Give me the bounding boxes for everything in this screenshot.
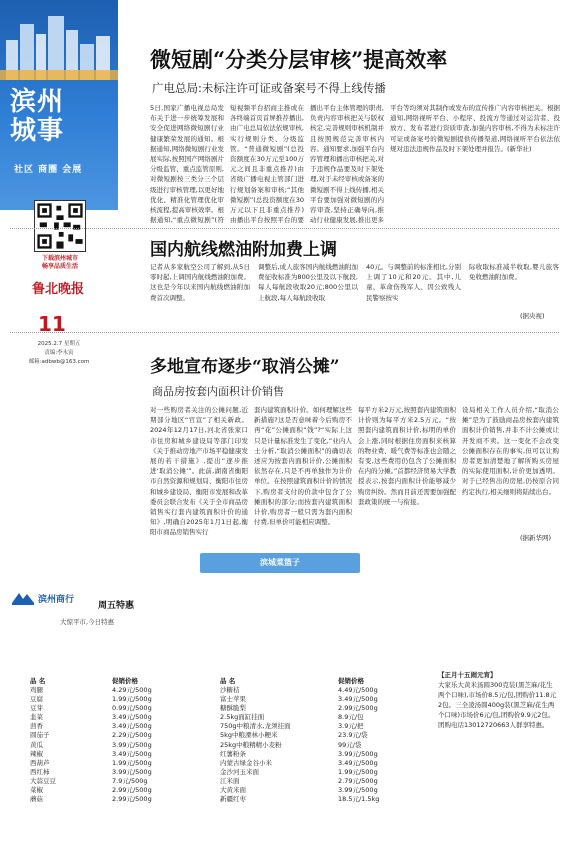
product-price: 3.49元/500g [338, 695, 378, 704]
col1-price-header: 促销价格 [112, 677, 138, 685]
product-name: 糖酥脆梨 [220, 704, 246, 713]
section-divider [10, 332, 559, 333]
product-price: 3.49元/500g [112, 722, 152, 731]
product-name: 菜椒 [30, 786, 43, 795]
city-skyline-icon [0, 10, 118, 80]
product-price: 3.49元/500g [112, 749, 152, 758]
product-price: 3.99元/500g [112, 767, 152, 776]
qr-note [20, 255, 100, 271]
section-divider [10, 228, 559, 229]
product-price: 3.9元/把 [338, 722, 364, 731]
product-price: 3.99元/500g [112, 740, 152, 749]
product-name: 西葫芦 [30, 758, 50, 767]
product-name: 750g中粮清水,龙须挂面 [220, 722, 291, 731]
product-price: 1.99元/500g [112, 695, 152, 704]
article1-subhead: 广电总局:未标注许可证或备案号不得上线传播 [152, 81, 386, 95]
article3-col1: 对一些购房者关注的公摊问题,近期部分地区“官宣”了相关新政。2024年12月17日,河北省张家口市住房和城乡建设局等部门印发《关于推动房地产市场平稳健康发展的若干措施》,提出“逐步推进‘取消公摊’”。此前,湖南省衡阳市自然资源和规划局、衡阳市住房和城乡建设局、衡阳市发展和改革委员会联合发布《关于全市商品房销售实行套内建筑面积计价的通知》,明确自2025年1月1日起,衡阳市商品房销售实行 [150, 406, 248, 537]
product-name: 江米面 [220, 776, 240, 785]
article3-headline: 多地宣布逐步“取消公摊” [150, 357, 340, 377]
article3-col2: 套内建筑面积计价。如何理解这些新措施?这是否意味着今后购房不再“花”公摊面积“钱”?“实际上这只是计量标准发生了变化,”业内人士分析,“取消公摊面积”的确切表述应为按套内面积计价,公摊面积依然存在,只是不再单独作为计价单位。在按照建筑面积计价的情况下,购房者支付的价款中包含了公摊面积的部分;而按套内建筑面积计价,购房者一般只需为套内面积付费,但单价可能相应调整。 [254, 406, 352, 527]
product-name: 大蒜豆豆 [30, 776, 56, 785]
product-name: 韭菜 [30, 713, 43, 722]
product-price: 3.99元/500g [338, 786, 378, 795]
product-price: 99元/袋 [338, 740, 362, 749]
article2-headline: 国内航线燃油附加费上调 [150, 240, 337, 260]
qr-note-line1: 下载滨州城市 [41, 255, 78, 262]
product-price: 18.5元/1.5kg [338, 795, 380, 804]
product-name: 豆芽 [30, 704, 43, 713]
col1-name-header: 品 名 [30, 677, 46, 685]
article3-subhead: 商品房按套内面积计价销售 [152, 385, 284, 398]
qr-note-line2: 畅享品质生活 [41, 263, 78, 270]
product-name: 富士苹果 [220, 695, 246, 704]
product-price: 2.99元/500g [338, 704, 378, 713]
newspaper-logo: 鲁北晚报 [31, 282, 84, 297]
product-name: 金沙河玉米面 [220, 767, 259, 776]
article2-col4: 际收取标准减半收取,婴儿旅客免收燃油附加费。 [469, 263, 559, 282]
col2-prices [338, 686, 379, 804]
product-name: 茴香 [30, 722, 43, 731]
section-title-line2: 城事 [10, 116, 65, 146]
product-name: 圆茄子 [30, 731, 50, 740]
product-price: 23.9元/袋 [338, 731, 368, 740]
product-name: 鸡腿 [30, 686, 43, 694]
col2-name-header: 品 名 [220, 677, 236, 685]
product-price: 4.49元/500g [338, 686, 378, 694]
article1-col4: 平台等均须对其制作或发布的宣传推广内容审核把关。根据通知,网络视听平台、小程序、投流方等通过对运营者、投放方、发布者进行资质审查,加强内容审核,不得为未标注许可证或备案号的微短剧提供传播渠道,网络视听平台依法依规对违法违规作品及时下架处理并报告。(新华社) [390, 104, 560, 153]
editor-email: 邮箱:adbwb@163.com [28, 359, 90, 365]
section-subtitle: 社区 商圈 会展 [14, 165, 83, 175]
product-name: 辣椒 [30, 749, 43, 758]
article2-col3: 40元。与调整前的标准相比,分别上调了10元和20元。其中,儿童、革命伤残军人、因公致残人民警察按实 [366, 263, 461, 302]
product-name: 蘑菇 [30, 795, 43, 804]
article3-col4: 设局相关工作人员介绍,“取消公摊”是为了鼓励商品房按套内建筑面积计价销售,并非不计公摊或让开发商不卖。这一变化不会改变公摊面积存在的事实,但可以让购房者更加清楚地了解所购买房屋的实际使用面积,计价更加透明。对于已经售出的房屋,仍按原合同约定执行,相关细则将陆续出台。 [462, 406, 559, 496]
section-title [10, 88, 64, 146]
product-price: 3.49元/500g [112, 713, 152, 722]
product-price: 8.9元/包 [338, 713, 364, 722]
article3-credit: (据新华网) [520, 534, 552, 542]
ad-banner: 滨城菜篮子 [200, 553, 360, 573]
product-price: 1.99元/500g [112, 758, 152, 767]
product-price: 4.29元/500g [112, 686, 152, 694]
product-name: 5kg中粮溧林小粳米 [220, 731, 278, 740]
article3-col3: 每平方米2万元,按照套内建筑面积计价则为每平方米2.5万元。“按照套内建筑面积计价,标明的单价会上涨,同时根据住房面积来核算的物业费、暖气费等标准也会随之有变,这些费用仍包含了公摊面积在内的分摊。”首都经济贸易大学教授表示,按套内面积计价能够减少购房纠纷。然而目前还需要加强配套政策的统一与衔接。 [358, 406, 456, 506]
brand-logo-icon [10, 590, 36, 606]
article1-col2: 短视频平台招商主推或在各终端首页首屏推荐播出,由广电总局依法依规审核,实行规则分类、分级监管。“普通微短剧”(总投资额度在30万元至100万元之间且非重点推荐)由省级广播电视主管部门进行规划备案和审核;“其他微短剧”(总投资额度在30万元以下且非重点推荐)由播出平台按照平台的要 [230, 104, 304, 225]
product-name: 大黄米面 [220, 786, 246, 795]
promo-notice-title: 【正月十五闹元宵】 [438, 671, 497, 679]
promo-notice-body: 大家乐大黄米汤圆300克装(黑芝麻/花生两个口味),市场价8.5元/包,团购价11.8元2包。三全凌汤圆400g装(黑芝麻/花生两个口味)市场价6元/包,团购价9.9元2包。团购电话13012720663人群享特惠。 [438, 681, 557, 729]
qr-code-icon[interactable] [34, 200, 86, 252]
col1-names [30, 686, 56, 804]
ad-slogan: 大惊平市,今日特惠 [60, 618, 115, 626]
product-name: 内蒙古绿金谷小米 [220, 758, 272, 767]
product-name: 红薯粉条 [220, 749, 246, 758]
page-number: 11 [38, 312, 66, 336]
article1-headline: 微短剧“分类分层审核”提高效率 [150, 47, 448, 72]
promo-notice [438, 670, 558, 730]
product-name: 新疆红枣 [220, 795, 246, 804]
product-name: 2.5kg面缸挂面 [220, 713, 265, 722]
col2-names [220, 686, 291, 804]
product-price: 1.99元/500g [338, 767, 378, 776]
article2-col2: 调整后,成人旅客国内航线燃油附加费征收标准为800公里及以下航段,每人每航段收取20元;800公里以上航段,每人每航段收取 [258, 263, 358, 302]
product-price: 2.79元/500g [338, 776, 378, 785]
product-name: 黄瓜 [30, 740, 43, 749]
article1-col1: 5日,国家广播电视总局发布关于进一步统筹发展和安全促进网络微短剧行业健康繁荣发展的通知。根据通知,网络微短剧行业发展实际,按照国产网络剧片分级监管、重点监管原则,对微短剧按三类分三个层级进行审核管理,以更好地优化、精准化管理优化审核流程,提高审核效率。根据通知,“重点微短剧”(符 [150, 104, 224, 225]
section-title-line1: 滨州 [10, 87, 65, 117]
page-info [14, 340, 104, 367]
product-name: 豆腐 [30, 695, 43, 704]
article1-col3: 播出平台主体管理的职责,负责内容审核把关与版权核定,完善规则审核机制并且按照规范完善审核内容。通知要求,加强平台内容管理和播出审核把关,对于违规作品要及时下架处理,对于未经审核或备案的微短剧不得上线传播,相关平台要加强对微短剧的内容审查,坚持正确导向,推动行业健康发展,推出更多 [310, 104, 384, 225]
col2-price-header: 促销价格 [338, 677, 364, 685]
sidebar [0, 0, 118, 470]
product-price: 2.29元/500g [112, 731, 152, 740]
product-price: 7.9元/500g [112, 776, 148, 785]
ad-brand: 滨州商行 [38, 595, 75, 605]
product-price: 2.99元/500g [112, 786, 152, 795]
article2-col1: 记者从多家航空公司了解到,从5日零时起,上调国内航线燃油附加费。这也是今年以来国内航线燃油附加费首次调整。 [150, 263, 250, 302]
editor-name: 责编:李永寅 [44, 350, 74, 356]
product-name: 25kg中粮精精小麦粉 [220, 740, 282, 749]
product-name: 西红柿 [30, 767, 50, 776]
product-price: 2.99元/500g [112, 795, 152, 804]
product-price: 0.99元/500g [112, 704, 152, 713]
issue-date: 2025.2.7 星期五 [37, 341, 81, 347]
ad-badge: 周五特惠 [98, 601, 135, 611]
product-name: 沙糖桔 [220, 686, 240, 694]
product-price: 3.99元/500g [338, 749, 378, 758]
article2-credit: (据央视) [520, 312, 545, 320]
col1-prices [112, 686, 152, 804]
product-price: 3.49元/500g [338, 758, 378, 767]
sidebar-banner [0, 0, 118, 210]
